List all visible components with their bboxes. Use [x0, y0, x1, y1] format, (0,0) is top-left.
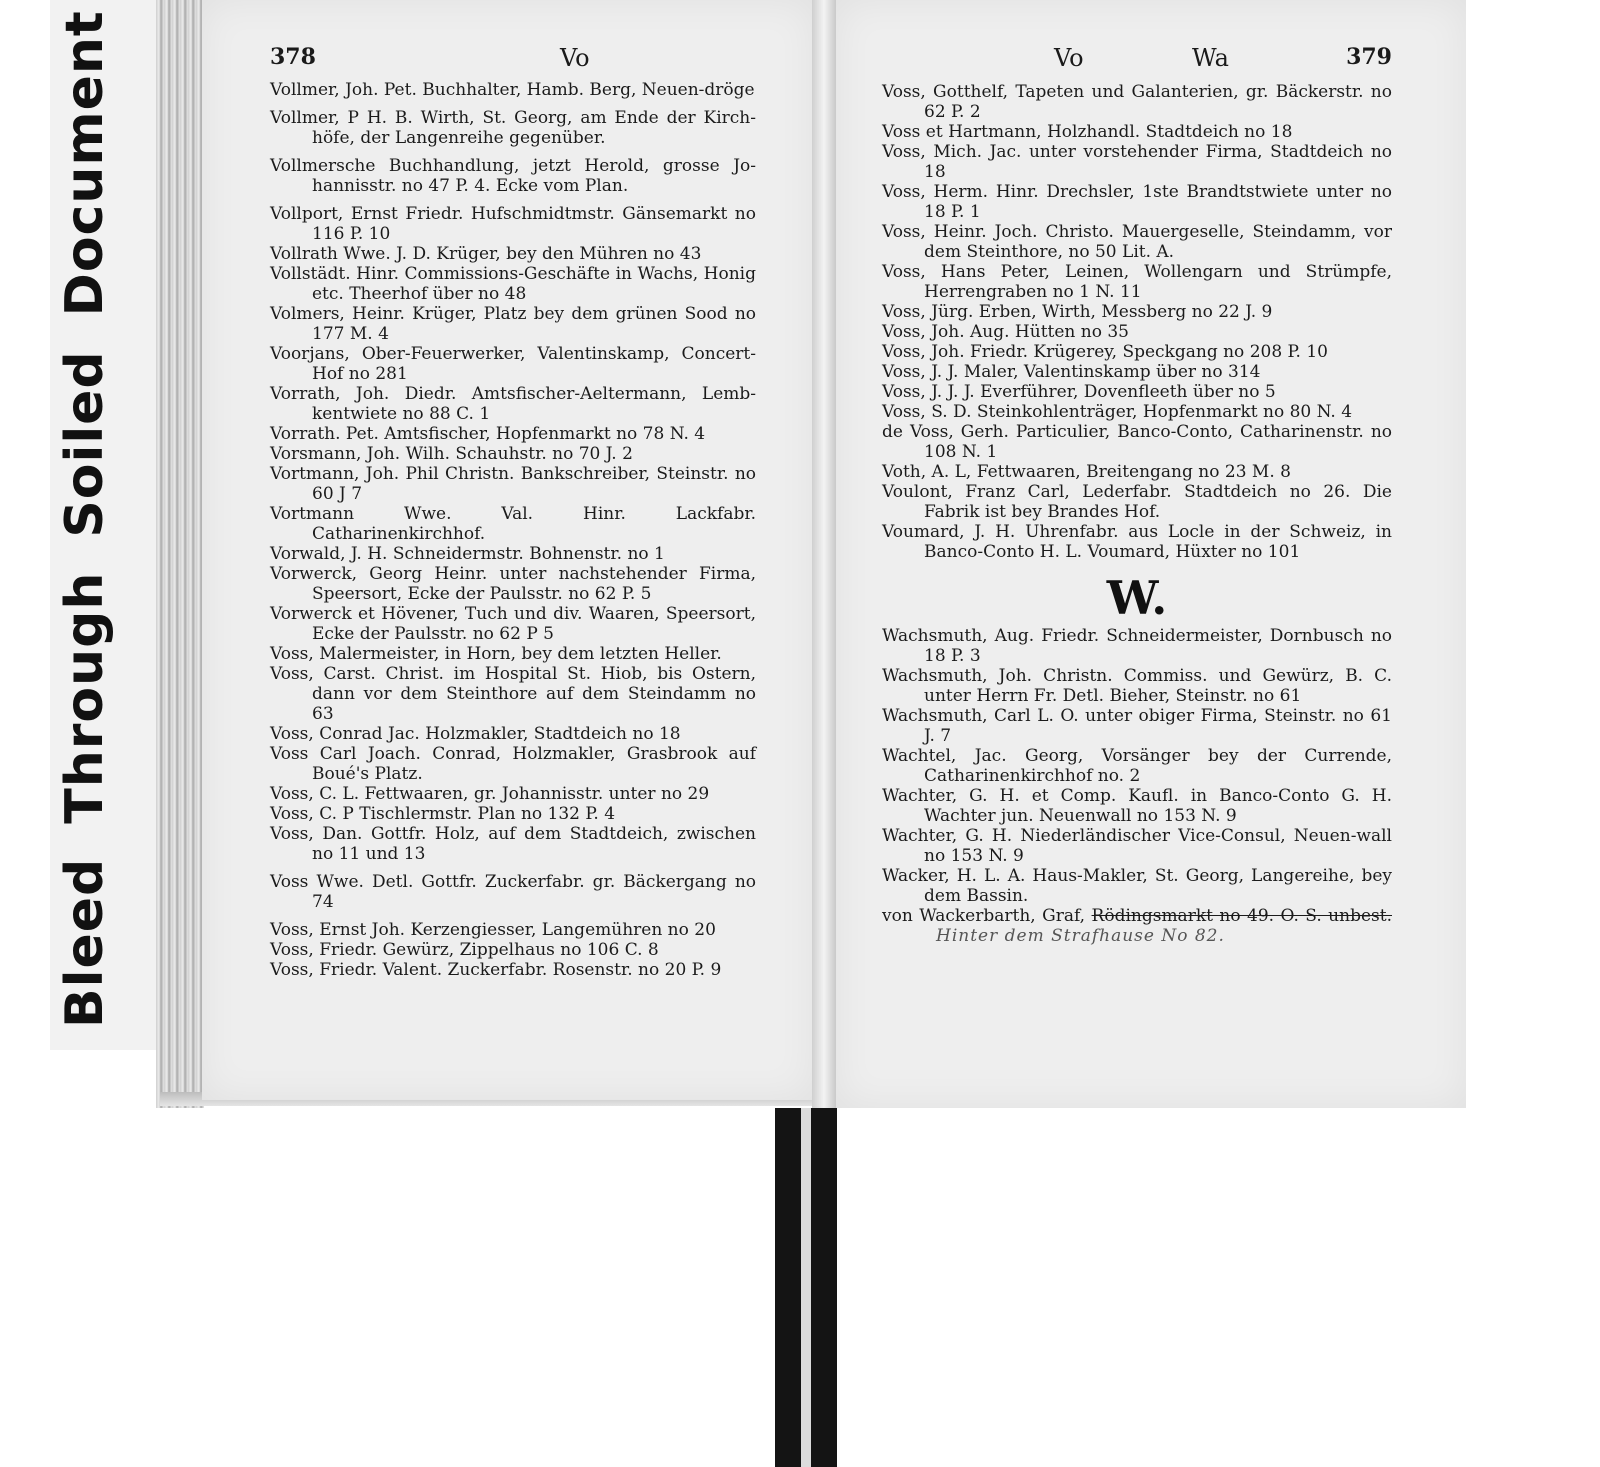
directory-entry: Voorjans, Ober-Feuerwerker, Valentinskamp, Concert-Hof no 281 [270, 344, 756, 384]
directory-entry: Voss, Mich. Jac. unter vorstehender Firma, Stadtdeich no 18 [882, 142, 1392, 182]
directory-entry: Vorwerck et Hövener, Tuch und div. Waaren, Speersort, Ecke der Paulsstr. no 62 P 5 [270, 604, 756, 644]
directory-entry: de Voss, Gerh. Particulier, Banco-Conto, Catharinenstr. no 108 N. 1 [882, 422, 1392, 462]
left-page [202, 0, 814, 1100]
directory-entry: Voss, J. J. J. Everführer, Dovenfleeth über no 5 [882, 382, 1276, 402]
directory-entry: Voss, Hans Peter, Leinen, Wollengarn und Strümpfe, Herrengraben no 1 N. 11 [882, 262, 1392, 302]
directory-entry: Vollmer, P H. B. Wirth, St. Georg, am Ende der Kirch-höfe, der Langenreihe gegenüber. [270, 108, 756, 148]
directory-entry: Voss, Heinr. Joch. Christo. Mauergeselle, Steindamm, vor dem Steinthore, no 50 Lit. A. [882, 222, 1392, 262]
side-label-word-through: Through [55, 571, 115, 824]
directory-entry: Vorrath, Joh. Diedr. Amtsfischer-Aeltermann, Lemb-kentwiete no 88 C. 1 [270, 384, 756, 424]
directory-entry: Voss, Gotthelf, Tapeten und Galanterien, gr. Bäckerstr. no 62 P. 2 [882, 82, 1392, 122]
section-letter-w: W. [1106, 571, 1168, 625]
directory-entry: Voss et Hartmann, Holzhandl. Stadtdeich no 18 [882, 122, 1293, 142]
directory-entry: Voss, C. P Tischlermstr. Plan no 132 P. 4 [270, 804, 616, 824]
directory-entry: Voulont, Franz Carl, Lederfabr. Stadtdeich no 26. Die Fabrik ist bey Brandes Hof. [882, 482, 1392, 522]
binding-strap [775, 1108, 837, 1467]
right-running-head-wa: Wa [1192, 44, 1229, 72]
right-page [836, 0, 1466, 1108]
entry-wackerbarth [882, 906, 1392, 946]
side-label-word-soiled: Soiled [55, 350, 115, 538]
directory-entry: Vorwald, J. H. Schneidermstr. Bohnenstr. no 1 [270, 544, 665, 564]
directory-entry: Voss Wwe. Detl. Gottfr. Zuckerfabr. gr. Bäckergang no 74 [270, 872, 756, 912]
directory-entry: Wachter, G. H. Niederländischer Vice-Consul, Neuen-wall no 153 N. 9 [882, 826, 1392, 866]
directory-entry: Voss, S. D. Steinkohlenträger, Hopfenmarkt no 80 N. 4 [882, 402, 1353, 422]
directory-entry: Volmers, Heinr. Krüger, Platz bey dem grünen Sood no 177 M. 4 [270, 304, 756, 344]
directory-entry: Vorrath. Pet. Amtsfischer, Hopfenmarkt no 78 N. 4 [270, 424, 706, 444]
directory-entry: Voss, J. J. Maler, Valentinskamp über no 314 [882, 362, 1261, 382]
directory-entry: Voss, Malermeister, in Horn, bey dem letzten Heller. [270, 644, 722, 664]
directory-entry: Vollport, Ernst Friedr. Hufschmidtmstr. Gänsemarkt no 116 P. 10 [270, 204, 756, 244]
directory-entry: Vortmann, Joh. Phil Christn. Bankschreiber, Steinstr. no 60 J 7 [270, 464, 756, 504]
left-page-number: 378 [270, 44, 316, 70]
handwritten-annotation: Hinter dem Strafhause No 82. [936, 926, 1225, 946]
directory-entry: Voss, Carst. Christ. im Hospital St. Hiob, bis Ostern, dann vor dem Steinthore auf dem Steindamm no 63 [270, 664, 756, 724]
directory-entry: Voss, C. L. Fettwaaren, gr. Johannisstr. unter no 29 [270, 784, 710, 804]
page-edges [156, 0, 204, 1108]
left-page-header [270, 44, 750, 78]
directory-entry: Vollstädt. Hinr. Commissions-Geschäfte in Wachs, Honig etc. Theerhof über no 48 [270, 264, 756, 304]
directory-entry: Voumard, J. H. Uhrenfabr. aus Locle in der Schweiz, in Banco-Conto H. L. Voumard, Hüxter no 101 [882, 522, 1392, 562]
directory-entry: Wachsmuth, Carl L. O. unter obiger Firma, Steinstr. no 61 J. 7 [882, 706, 1392, 746]
left-running-head: Vo [560, 44, 590, 72]
directory-entry: Vollmer, Joh. Pet. Buchhalter, Hamb. Berg, Neuen-dröge [270, 80, 755, 100]
directory-entry: Vollrath Wwe. J. D. Krüger, bey den Mühren no 43 [270, 244, 702, 264]
directory-entry: Voss, Joh. Aug. Hütten no 35 [882, 322, 1129, 342]
wackerbarth-struck-address: Rödingsmarkt no 49. O. S. unbest. [1091, 906, 1392, 926]
right-page-header [888, 44, 1392, 78]
left-entries-list [270, 80, 756, 980]
directory-entry: Wachter, G. H. et Comp. Kaufl. in Banco-Conto G. H. Wachter jun. Neuenwall no 153 N. 9 [882, 786, 1392, 826]
directory-entry: Voss, Conrad Jac. Holzmakler, Stadtdeich no 18 [270, 724, 681, 744]
directory-entry: Vorsmann, Joh. Wilh. Schauhstr. no 70 J. 2 [270, 444, 633, 464]
directory-entry: Wachsmuth, Aug. Friedr. Schneidermeister, Dornbusch no 18 P. 3 [882, 626, 1392, 666]
directory-entry: Vollmersche Buchhandlung, jetzt Herold, grosse Jo-hannisstr. no 47 P. 4. Ecke vom Plan. [270, 156, 756, 196]
directory-entry: Voss, Herm. Hinr. Drechsler, 1ste Brandtstwiete unter no 18 P. 1 [882, 182, 1392, 222]
directory-entry: Wachtel, Jac. Georg, Vorsänger bey der Currende, Catharinenkirchhof no. 2 [882, 746, 1392, 786]
directory-entry: Voss, Ernst Joh. Kerzengiesser, Langemühren no 20 [270, 920, 716, 940]
side-label-word-document: Document [55, 10, 115, 317]
directory-entry: Voth, A. L, Fettwaaren, Breitengang no 23 M. 8 [882, 462, 1291, 482]
wackerbarth-name: von Wackerbarth, Graf, [882, 906, 1086, 926]
directory-entry: Voss, Joh. Friedr. Krügerey, Speckgang no 208 P. 10 [882, 342, 1328, 362]
directory-entry: Voss Carl Joach. Conrad, Holzmakler, Grasbrook auf Boué's Platz. [270, 744, 756, 784]
directory-entry: Wachsmuth, Joh. Christn. Commiss. und Gewürz, B. C. unter Herrn Fr. Detl. Bieher, Steinstr. no 61 [882, 666, 1392, 706]
directory-entry: Vorwerck, Georg Heinr. unter nachstehender Firma, Speersort, Ecke der Paulsstr. no 62 P. 5 [270, 564, 756, 604]
directory-entry: Voss, Friedr. Valent. Zuckerfabr. Rosenstr. no 20 P. 9 [270, 960, 722, 980]
side-label [55, 0, 115, 1028]
directory-entry: Vortmann Wwe. Val. Hinr. Lackfabr. Catharinenkirchhof. [270, 504, 756, 544]
directory-entry: Voss, Jürg. Erben, Wirth, Messberg no 22 J. 9 [882, 302, 1273, 322]
book-gutter [812, 0, 836, 1108]
binding-stripe [801, 1108, 811, 1467]
directory-entry: Voss, Friedr. Gewürz, Zippelhaus no 106 C. 8 [270, 940, 659, 960]
right-page-number: 379 [1346, 44, 1392, 70]
right-entries-list [882, 82, 1392, 946]
directory-entry: Wacker, H. L. A. Haus-Makler, St. Georg, Langereihe, bey dem Bassin. [882, 866, 1392, 906]
directory-entry: Voss, Dan. Gottfr. Holz, auf dem Stadtdeich, zwischen no 11 und 13 [270, 824, 756, 864]
side-label-word-bleed: Bleed [55, 857, 115, 1028]
right-running-head-vo: Vo [1054, 44, 1084, 72]
